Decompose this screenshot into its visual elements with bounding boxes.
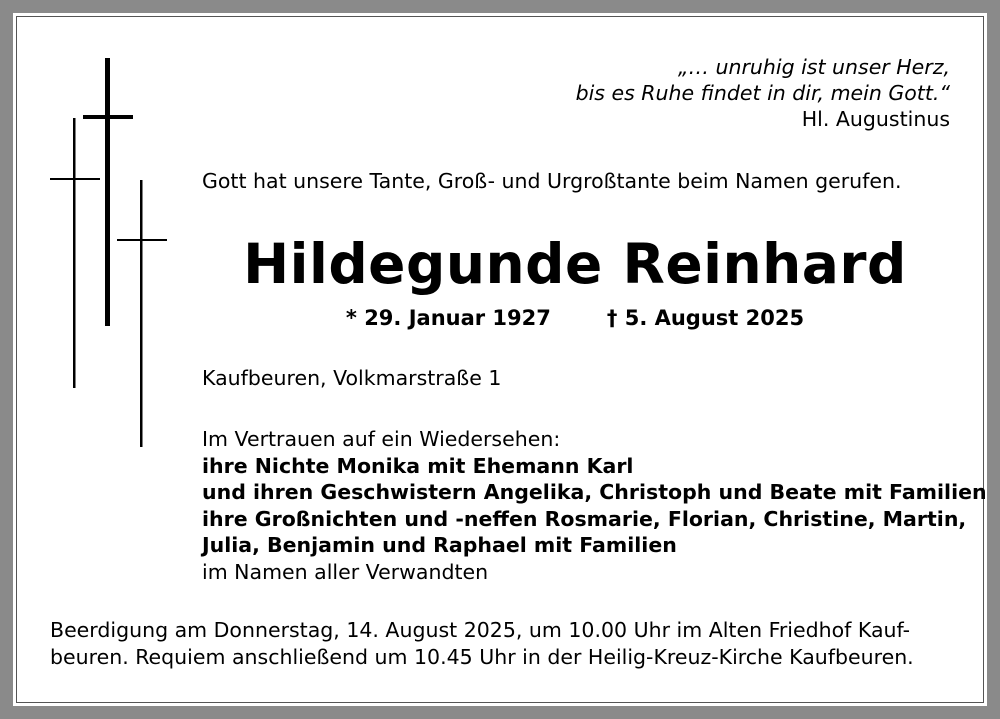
quote-line-2: bis es Ruhe findet in dir, mein Gott.“ [575, 81, 950, 105]
address: Kaufbeuren, Volkmarstraße 1 [202, 366, 502, 390]
death-date: † 5. August 2025 [606, 306, 805, 330]
mourners-opening: Im Vertrauen auf ein Wiedersehen: [202, 427, 561, 451]
mourner-line: und ihren Geschwistern Angelika, Christoph und Beate mit Familien [202, 480, 987, 504]
quote-line-1: „… unruhig ist unser Herz, [677, 55, 950, 79]
mourner-line: ihre Großnichten und -neffen Rosmarie, Florian, Christine, Martin, [202, 506, 967, 531]
funeral-info [50, 617, 950, 671]
intro-text: Gott hat unsere Tante, Groß- und Urgroßtante beim Namen gerufen. [202, 169, 902, 193]
birth-date: * 29. Januar 1927 [345, 306, 551, 330]
funeral-line-1: Beerdigung am Donnerstag, 14. August 2025, um 10.00 Uhr im Alten Friedhof Kauf- [50, 618, 911, 642]
cross-left-icon [50, 118, 100, 388]
mourners-block [202, 426, 987, 585]
mourner-line: ihre Nichte Monika mit Ehemann Karl [202, 453, 634, 478]
cross-center-icon [83, 58, 133, 326]
quote-author: Hl. Augustinus [801, 107, 950, 131]
deceased-name: Hildegunde Reinhard [243, 232, 907, 296]
mourner-line: Julia, Benjamin und Raphael mit Familien [202, 533, 677, 557]
cross-right-icon [117, 180, 167, 447]
funeral-line-2: beuren. Requiem anschließend um 10.45 Uhr in der Heilig-Kreuz-Kirche Kaufbeuren. [50, 645, 914, 669]
quote-block [430, 54, 950, 132]
life-dates [202, 303, 948, 333]
mourners-closing: im Namen aller Verwandten [202, 559, 489, 584]
